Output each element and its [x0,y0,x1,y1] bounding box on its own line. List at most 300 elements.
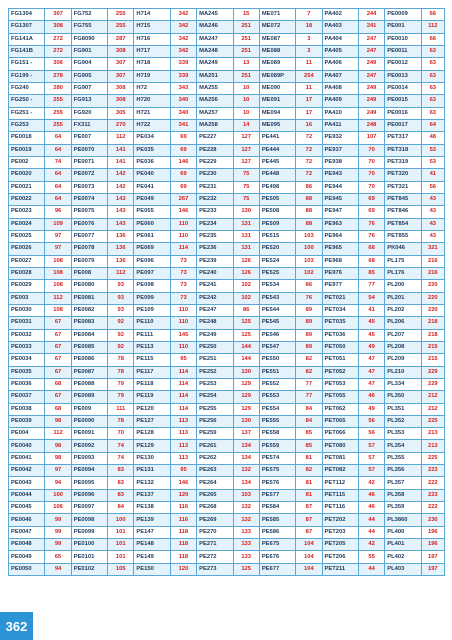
part-code-cell: PE036 [134,156,170,168]
page-ref-cell: 272 [45,33,71,45]
page-ref-cell: 216 [421,267,444,279]
part-code-cell: PE937 [322,144,358,156]
part-code-cell: PE577 [259,489,295,501]
part-code-cell: PE0088 [71,378,107,390]
part-code-cell: MA247 [197,33,233,45]
page-ref-cell: 141 [108,144,134,156]
page-ref-cell: 72 [296,169,322,181]
part-code-cell: PE268 [197,502,233,514]
part-code-cell: PE0091 [71,428,107,440]
table-row [9,119,445,131]
part-code-cell: PE0081 [71,292,107,304]
part-code-cell: PE239 [197,255,233,267]
page-ref-cell: 110 [170,218,196,230]
part-code-cell: PE261 [197,440,233,452]
page-ref-cell: 216 [421,255,444,267]
part-code-cell: PE448 [259,169,295,181]
part-code-cell: PE0083 [71,317,107,329]
page-ref-cell: 56 [358,415,384,427]
page-ref-cell: 76 [358,230,384,242]
page-ref-cell: 63 [421,95,444,107]
part-code-cell: PE251 [197,354,233,366]
part-code-cell: PE0016 [385,107,421,119]
part-code-cell: ME087 [259,33,295,45]
page-ref-cell: 63 [421,107,444,119]
part-code-cell: PE545 [259,317,295,329]
part-code-cell: PE148 [134,539,170,551]
part-code-cell: PE0018 [9,132,45,144]
page-ref-cell: 112 [45,292,71,304]
page-ref-cell: 63 [421,82,444,94]
part-code-cell: PE0044 [9,489,45,501]
part-code-cell: PE130 [134,452,170,464]
table-row [9,329,445,341]
part-code-cell: PL202 [385,304,421,316]
page-ref-cell: 18 [296,21,322,33]
part-code-cell: PE150 [134,563,170,575]
part-code-cell: PE273 [197,563,233,575]
part-code-cell: PE0102 [71,563,107,575]
part-code-cell: PE009 [71,403,107,415]
page-ref-cell: 127 [233,144,259,156]
page-ref-cell: 144 [233,341,259,353]
page-ref-cell: 44 [358,526,384,538]
page-ref-cell: 145 [170,329,196,341]
page-ref-cell: 100 [45,489,71,501]
part-code-cell: PE269 [197,514,233,526]
part-code-cell: PE0034 [9,354,45,366]
part-code-cell: H717 [134,45,170,57]
page-ref-cell: 48 [421,132,444,144]
page-ref-cell: 13 [233,58,259,70]
part-code-cell: FG199 - [9,70,45,82]
page-ref-cell: 197 [421,563,444,575]
page-ref-cell: 321 [421,243,444,255]
part-code-cell: MA257 [197,107,233,119]
part-code-cell: PE444 [259,144,295,156]
page-ref-cell: 88 [296,218,322,230]
page-ref-cell: 100 [296,243,322,255]
table-row [9,465,445,477]
part-code-cell: PA402 [322,9,358,21]
page-ref-cell: 118 [170,551,196,563]
parts-index-table [8,8,445,576]
part-code-cell: PE546 [259,329,295,341]
table-row [9,452,445,464]
page-ref-cell: 136 [108,243,134,255]
part-code-cell: PE0078 [71,243,107,255]
part-code-cell: PE0043 [9,477,45,489]
page-ref-cell: 113 [170,452,196,464]
part-code-cell: MA246 [197,21,233,33]
part-code-cell: ME089 [259,58,295,70]
page-ref-cell: 241 [358,21,384,33]
page-ref-cell: 98 [45,415,71,427]
page-ref-cell: 116 [170,514,196,526]
page-ref-cell: 132 [233,502,259,514]
table-row [9,341,445,353]
part-code-cell: PE041 [134,181,170,193]
part-code-cell: PL402 [385,551,421,563]
part-code-cell: MA258 [197,119,233,131]
part-code-cell: PE944 [322,181,358,193]
part-code-cell: PL209 [385,354,421,366]
page-ref-cell: 223 [421,465,444,477]
page-ref-cell: 67 [45,317,71,329]
part-code-cell: PET034 [322,304,358,316]
part-code-cell: PE241 [197,280,233,292]
part-code-cell: FG253 [9,119,45,131]
page-ref-cell: 244 [358,9,384,21]
page-ref-cell: 99 [45,526,71,538]
page-ref-cell: 67 [45,391,71,403]
page-ref-cell: 130 [233,206,259,218]
part-code-cell: PET062 [322,403,358,415]
page-ref-cell: 340 [170,95,196,107]
part-code-cell: PET202 [322,514,358,526]
page-ref-cell: 341 [170,119,196,131]
part-code-cell: PE0082 [71,304,107,316]
part-code-cell: PET115 [322,489,358,501]
page-ref-cell: 196 [421,539,444,551]
part-code-cell: PE139 [134,514,170,526]
part-code-cell: PE559 [259,440,295,452]
part-code-cell: PE520 [259,243,295,255]
part-code-cell: PE233 [197,206,233,218]
part-code-cell: PE445 [259,156,295,168]
page-ref-cell: 125 [233,329,259,341]
page-ref-cell: 45 [358,329,384,341]
part-code-cell: PE586 [259,526,295,538]
part-code-cell: PE248 [197,317,233,329]
part-code-cell: PL210 [385,366,421,378]
part-code-cell: PE932 [322,132,358,144]
parts-table [8,8,445,576]
page-ref-cell: 14 [233,119,259,131]
part-code-cell: PE0087 [71,366,107,378]
part-code-cell: PE576 [259,477,295,489]
part-code-cell: PE0073 [71,181,107,193]
part-code-cell: PE0074 [71,193,107,205]
part-code-cell: PA403 [322,21,358,33]
part-code-cell: PL334 [385,378,421,390]
table-row [9,403,445,415]
table-row [9,415,445,427]
page-ref-cell: 113 [170,415,196,427]
part-code-cell: PE547 [259,341,295,353]
table-row [9,206,445,218]
table-row [9,366,445,378]
page-ref-cell: 130 [233,415,259,427]
page-ref-cell: 83 [108,465,134,477]
part-code-cell: PE132 [134,477,170,489]
part-code-cell: PE117 [134,366,170,378]
page-ref-cell: 83 [108,477,134,489]
page-ref-cell: 69 [170,144,196,156]
page-ref-cell: 64 [45,181,71,193]
page-ref-cell: 134 [233,452,259,464]
page-ref-cell: 74 [108,440,134,452]
page-ref-cell: 110 [170,341,196,353]
part-code-cell: PE0028 [9,267,45,279]
page-ref-cell: 105 [108,563,134,575]
page-ref-cell: 220 [421,304,444,316]
page-ref-cell: 86 [233,304,259,316]
page-ref-cell: 70 [358,144,384,156]
page-ref-cell: 100 [108,514,134,526]
page-ref-cell: 79 [108,391,134,403]
page-ref-cell: 55 [358,551,384,563]
page-ref-cell: 112 [108,267,134,279]
part-code-cell: FG904 [71,58,107,70]
page-ref-cell: 272 [45,45,71,57]
page-ref-cell: 103 [296,255,322,267]
part-code-cell: PE0014 [385,82,421,94]
part-code-cell: PE0085 [71,341,107,353]
part-code-cell: PE0039 [9,415,45,427]
table-row [9,21,445,33]
part-code-cell: PET021 [322,292,358,304]
part-code-cell: PE0013 [385,70,421,82]
part-code-cell: PE0098 [71,514,107,526]
part-code-cell: PE055 [134,206,170,218]
part-code-cell: PE677 [259,563,295,575]
page-ref-cell: 108 [45,280,71,292]
page-ref-cell: 222 [421,477,444,489]
part-code-cell: PE0025 [9,230,45,242]
page-ref-cell: 57 [358,465,384,477]
page-ref-cell: 92 [108,329,134,341]
part-code-cell: PET855 [385,230,421,242]
page-ref-cell: 17 [296,107,322,119]
part-code-cell: PE235 [197,230,233,242]
part-code-cell: FX311 [71,119,107,131]
page-ref-cell: 57 [358,440,384,452]
page-ref-cell: 99 [45,514,71,526]
page-ref-cell: 197 [421,551,444,563]
part-code-cell: PE0050 [9,563,45,575]
part-code-cell: PE0032 [9,329,45,341]
page-ref-cell: 74 [45,156,71,168]
page-ref-cell: 65 [45,551,71,563]
page-ref-cell: 85 [296,440,322,452]
page-ref-cell: 88 [296,193,322,205]
page-ref-cell: 136 [108,230,134,242]
page-ref-cell: 82 [296,366,322,378]
part-code-cell: PE118 [134,378,170,390]
page-ref-cell: 98 [45,440,71,452]
part-code-cell: PE096 [134,255,170,267]
part-code-cell: PE575 [259,465,295,477]
page-ref-cell: 308 [45,21,71,33]
page-ref-cell: 85 [358,267,384,279]
part-code-cell: PE271 [197,539,233,551]
page-ref-cell: 74 [108,452,134,464]
page-ref-cell: 66 [421,9,444,21]
page-ref-cell: 44 [358,514,384,526]
page-ref-cell: 78 [108,354,134,366]
page-ref-cell: 108 [45,267,71,279]
page-ref-cell: 64 [45,132,71,144]
page-ref-cell: 41 [421,169,444,181]
part-code-cell: PE543 [259,292,295,304]
page-ref-cell: 69 [358,193,384,205]
part-code-cell: PE253 [197,378,233,390]
part-code-cell: PE060 [134,218,170,230]
page-ref-cell: 218 [421,317,444,329]
page-ref-cell: 10 [233,95,259,107]
page-ref-cell: 44 [358,563,384,575]
page-ref-cell: 76 [358,218,384,230]
page-ref-cell: 104 [296,563,322,575]
page-ref-cell: 131 [233,218,259,230]
part-code-cell: ME088 [259,45,295,57]
page-ref-cell: 143 [108,206,134,218]
page-ref-cell: 46 [358,489,384,501]
part-code-cell: PE0035 [9,366,45,378]
table-row [9,58,445,70]
page-ref-cell: 247 [358,33,384,45]
part-code-cell: PE0072 [71,169,107,181]
part-code-cell: PE109 [134,304,170,316]
part-code-cell: PE229 [197,156,233,168]
table-row [9,193,445,205]
page-ref-cell: 225 [421,415,444,427]
part-code-cell: PA407 [322,70,358,82]
part-code-cell: PL201 [385,292,421,304]
page-ref-cell: 87 [296,526,322,538]
page-ref-cell: 42 [358,539,384,551]
page-ref-cell: 68 [45,378,71,390]
page-ref-cell: 95 [170,465,196,477]
page-ref-cell: 89 [296,341,322,353]
part-code-cell: PE113 [134,341,170,353]
page-ref-cell: 247 [358,70,384,82]
part-code-cell: MA256 [197,95,233,107]
part-code-cell: PE264 [197,477,233,489]
page-ref-cell: 278 [45,70,71,82]
part-code-cell: PE675 [259,539,295,551]
page-ref-cell: 142 [108,181,134,193]
page-ref-cell: 126 [233,255,259,267]
page-ref-cell: 67 [45,341,71,353]
part-code-cell: PE551 [259,366,295,378]
page-ref-cell: 93 [108,280,134,292]
table-row [9,132,445,144]
part-code-cell: PE0070 [71,144,107,156]
part-code-cell: PA405 [322,45,358,57]
part-code-cell: PE968 [322,255,358,267]
part-code-cell: PET319 [385,156,421,168]
page-ref-cell: 255 [108,9,134,21]
page-ref-cell: 75 [233,193,259,205]
part-code-cell: PE947 [322,206,358,218]
part-code-cell: PE232 [197,193,233,205]
part-code-cell: PE0080 [71,280,107,292]
part-code-cell: PE149 [134,551,170,563]
page-ref-cell: 82 [296,465,322,477]
page-ref-cell: 129 [233,403,259,415]
page-ref-cell: 69 [170,181,196,193]
part-code-cell: PL403 [385,563,421,575]
part-code-cell: FG913 [71,95,107,107]
table-row [9,354,445,366]
page-ref-cell: 196 [421,526,444,538]
part-code-cell: ME072 [259,21,295,33]
page-ref-cell: 130 [233,366,259,378]
page-ref-cell: 96 [45,206,71,218]
page-ref-cell: 251 [233,45,259,57]
part-code-cell: PE252 [197,366,233,378]
part-code-cell: PL356 [385,465,421,477]
page-ref-cell: 83 [108,489,134,501]
part-code-cell: PET052 [322,366,358,378]
page-ref-cell: 218 [421,329,444,341]
page-ref-cell: 70 [108,428,134,440]
part-code-cell: PET055 [322,391,358,403]
part-code-cell: PE0033 [9,341,45,353]
part-code-cell: PE0096 [71,489,107,501]
part-code-cell: PE0076 [71,218,107,230]
page-ref-cell: 110 [170,317,196,329]
part-code-cell: PA404 [322,33,358,45]
part-code-cell: PL355 [385,452,421,464]
part-code-cell: PE249 [197,329,233,341]
part-code-cell: PE585 [259,514,295,526]
page-ref-cell: 249 [358,82,384,94]
part-code-cell: H722 [134,119,170,131]
page-ref-cell: 84 [108,502,134,514]
part-code-cell: PE0042 [9,465,45,477]
part-code-cell: PE0009 [385,9,421,21]
part-code-cell: PE137 [134,489,170,501]
page-ref-cell: 102 [233,292,259,304]
part-code-cell: PE265 [197,489,233,501]
page-ref-cell: 93 [108,304,134,316]
page-ref-cell: 305 [108,107,134,119]
page-ref-cell: 79 [108,378,134,390]
page-ref-cell: 143 [108,193,134,205]
page-ref-cell: 132 [233,514,259,526]
part-code-cell: FG151 - [9,58,45,70]
table-row [9,391,445,403]
part-code-cell: PET082 [322,465,358,477]
part-code-cell: PE255 [197,403,233,415]
part-code-cell: PE0048 [9,539,45,551]
page-ref-cell: 307 [45,9,71,21]
page-ref-cell: 67 [45,366,71,378]
table-row [9,70,445,82]
part-code-cell: PET081 [322,452,358,464]
part-code-cell: FG755 [71,21,107,33]
part-code-cell: ME091 [259,95,295,107]
page-ref-cell: 70 [358,181,384,193]
page-ref-cell: 101 [108,526,134,538]
part-code-cell: PE119 [134,391,170,403]
page-ref-cell: 57 [358,452,384,464]
page-ref-cell: 280 [45,82,71,94]
page-ref-cell: 112 [421,21,444,33]
table-row [9,144,445,156]
page-ref-cell: 11 [296,58,322,70]
table-row [9,95,445,107]
part-code-cell: PE0012 [385,58,421,70]
page-ref-cell: 146 [170,477,196,489]
part-code-cell: PE131 [134,465,170,477]
page-ref-cell: 133 [233,539,259,551]
part-code-cell: PE240 [197,267,233,279]
part-code-cell: PE0100 [71,539,107,551]
